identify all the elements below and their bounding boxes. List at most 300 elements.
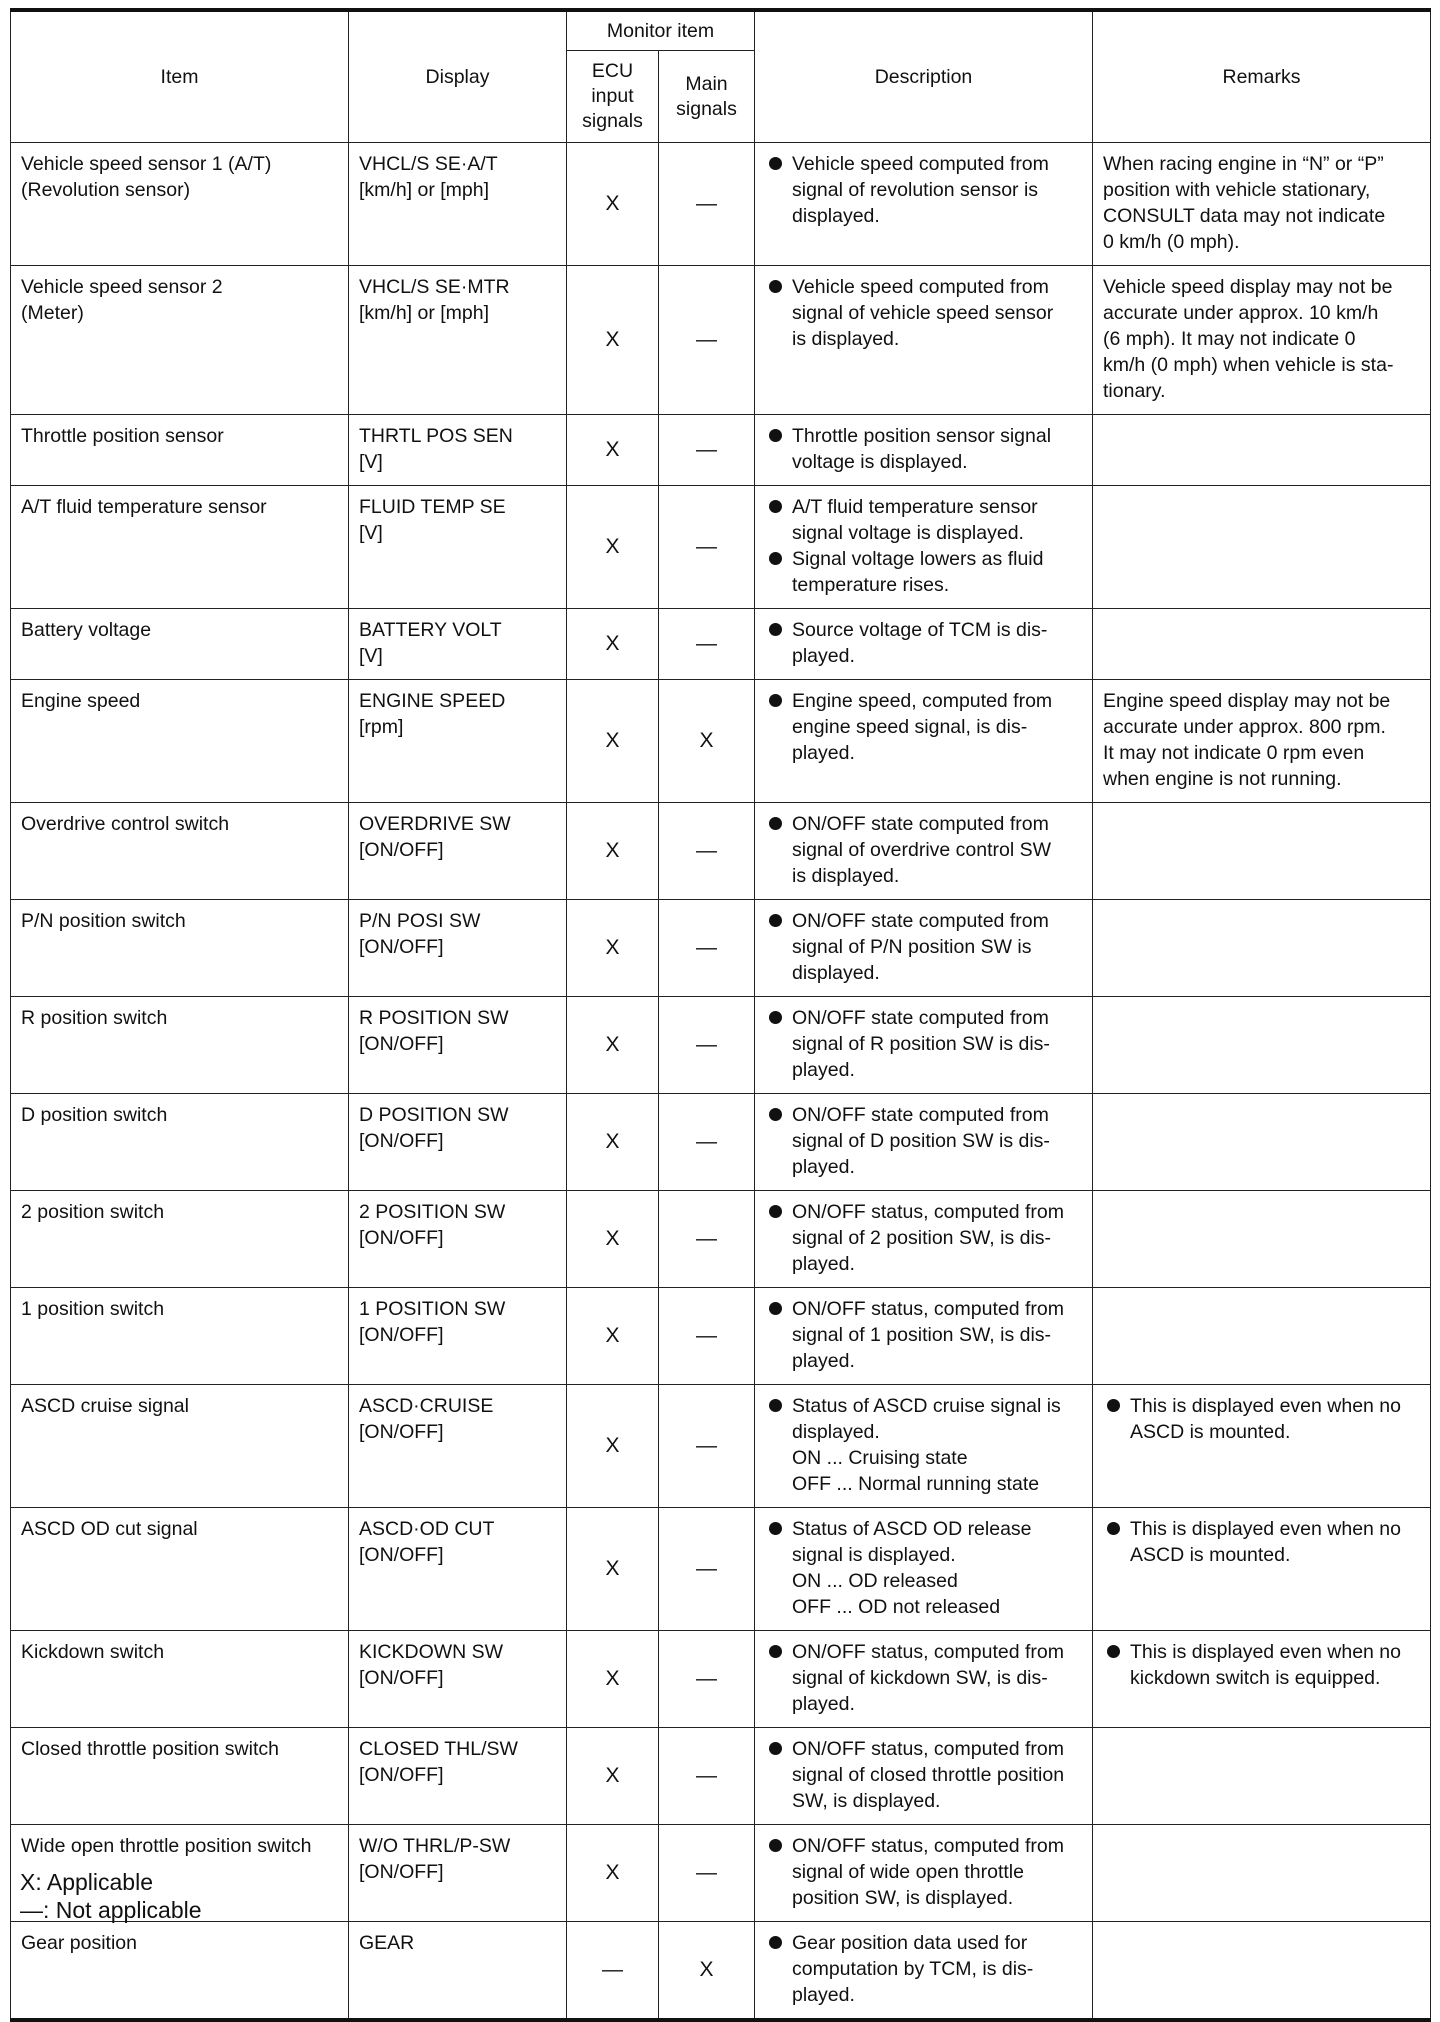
item-line: Overdrive control switch [21, 813, 230, 835]
display-line: ASCD·CRUISE [359, 1395, 494, 1417]
ecu-input-mark: X [567, 266, 659, 415]
item-line: (Meter) [21, 302, 84, 324]
description-bullet [765, 494, 1084, 546]
ecu-input-mark: X [567, 1191, 659, 1288]
remarks-line: CONSULT data may not indicate [1103, 205, 1386, 227]
header-ecu-line: signals [582, 110, 643, 132]
description-bullets [765, 423, 1084, 475]
description-cell [755, 997, 1093, 1094]
display-line: ASCD·OD CUT [359, 1518, 495, 1540]
description-line: signal of 2 position SW, is dis- [792, 1227, 1052, 1249]
main-signal-mark: — [659, 1825, 755, 1922]
table-body [11, 143, 1431, 2021]
description-line: ON/OFF status, computed from [792, 1298, 1064, 1320]
item-cell [11, 1094, 349, 1191]
description-line: ON/OFF state computed from [792, 1007, 1049, 1029]
description-bullets [765, 1736, 1084, 1814]
main-signal-mark: — [659, 900, 755, 997]
display-line: P/N POSI SW [359, 910, 481, 932]
item-cell [11, 1288, 349, 1385]
header-ecu-line: ECU [591, 60, 634, 82]
display-line: OVERDRIVE SW [359, 813, 511, 835]
main-signal-mark: X [659, 1922, 755, 2021]
description-line: ON ... OD released [792, 1570, 958, 1592]
header-ecu-input-signals [567, 51, 659, 143]
item-line: A/T fluid temperature sensor [21, 496, 267, 518]
main-signal-mark: — [659, 803, 755, 900]
display-line: [ON/OFF] [359, 1764, 444, 1786]
description-bullets [765, 1930, 1084, 2008]
display-line: [rpm] [359, 716, 404, 738]
description-cell [755, 680, 1093, 803]
item-cell [11, 1631, 349, 1728]
display-cell [349, 1922, 567, 2021]
header-main-line: Main [685, 72, 728, 95]
description-bullet [765, 546, 1084, 598]
description-cell [755, 1508, 1093, 1631]
display-line: [ON/OFF] [359, 839, 444, 861]
table-row [11, 1825, 1431, 1922]
item-line: Engine speed [21, 690, 141, 712]
description-line: signal of closed throttle position [792, 1764, 1065, 1786]
table-row [11, 997, 1431, 1094]
remarks-line: Engine speed display may not be [1103, 690, 1391, 712]
ecu-input-mark: X [567, 1728, 659, 1825]
ecu-input-mark: X [567, 680, 659, 803]
description-line: Status of ASCD OD release [792, 1518, 1032, 1540]
description-line: displayed. [792, 205, 880, 227]
item-cell [11, 1385, 349, 1508]
table-row [11, 1385, 1431, 1508]
description-line: ON/OFF state computed from [792, 910, 1049, 932]
display-line: D POSITION SW [359, 1104, 509, 1126]
main-signal-mark: — [659, 1631, 755, 1728]
description-line: is displayed. [792, 328, 900, 350]
ecu-input-mark: X [567, 1288, 659, 1385]
remarks-line: ASCD is mounted. [1130, 1544, 1291, 1566]
display-line: [V] [359, 451, 383, 473]
main-signal-mark: — [659, 415, 755, 486]
item-line: Wide open throttle position switch [21, 1835, 312, 1857]
main-signal-mark: — [659, 266, 755, 415]
item-line: (Revolution sensor) [21, 179, 191, 201]
description-line: voltage is displayed. [792, 451, 968, 473]
display-line: [ON/OFF] [359, 1130, 444, 1152]
description-cell [755, 266, 1093, 415]
remarks-line: ASCD is mounted. [1130, 1421, 1291, 1443]
main-signal-mark: X [659, 680, 755, 803]
description-cell [755, 803, 1093, 900]
display-line: GEAR [359, 1932, 415, 1954]
remarks-line: position with vehicle stationary, [1103, 179, 1371, 201]
item-line: ASCD cruise signal [21, 1395, 189, 1417]
item-line: Kickdown switch [21, 1641, 165, 1663]
description-line: OFF ... Normal running state [792, 1473, 1040, 1495]
description-cell [755, 1191, 1093, 1288]
table-row [11, 415, 1431, 486]
description-line: ON ... Cruising state [792, 1447, 968, 1469]
table-row [11, 1191, 1431, 1288]
remarks-line: This is displayed even when no [1130, 1518, 1401, 1540]
display-line: W/O THRL/P-SW [359, 1835, 511, 1857]
description-line: SW, is displayed. [792, 1790, 941, 1812]
display-cell [349, 1288, 567, 1385]
remarks-line: kickdown switch is equipped. [1130, 1667, 1381, 1689]
description-line: played. [792, 645, 855, 667]
display-cell [349, 609, 567, 680]
remarks-cell [1093, 1385, 1431, 1508]
description-bullet [765, 1296, 1084, 1374]
description-bullet [765, 1516, 1084, 1620]
table-row [11, 900, 1431, 997]
table-row [11, 1508, 1431, 1631]
remarks-cell [1093, 609, 1431, 680]
description-line: played. [792, 1156, 855, 1178]
description-cell [755, 900, 1093, 997]
display-line: FLUID TEMP SE [359, 496, 506, 518]
description-cell [755, 1728, 1093, 1825]
description-line: signal voltage is displayed. [792, 522, 1024, 544]
display-line: CLOSED THL/SW [359, 1738, 518, 1760]
description-line: signal of overdrive control SW [792, 839, 1052, 861]
remarks-cell [1093, 143, 1431, 266]
description-line: Engine speed, computed from [792, 690, 1053, 712]
display-line: [ON/OFF] [359, 1861, 444, 1883]
table-row [11, 1094, 1431, 1191]
item-line: Closed throttle position switch [21, 1738, 279, 1760]
description-line: A/T fluid temperature sensor [792, 496, 1038, 518]
description-bullet [765, 1736, 1084, 1814]
item-line: D position switch [21, 1104, 168, 1126]
description-line: Vehicle speed computed from [792, 276, 1049, 298]
remarks-bullet [1103, 1393, 1422, 1445]
remarks-line: It may not indicate 0 rpm even [1103, 742, 1365, 764]
ecu-input-mark: — [567, 1922, 659, 2021]
main-signal-mark: — [659, 486, 755, 609]
display-cell [349, 1728, 567, 1825]
display-cell [349, 1825, 567, 1922]
item-line: R position switch [21, 1007, 168, 1029]
display-line: [V] [359, 522, 383, 544]
header-monitor-item: Monitor item [567, 10, 755, 51]
item-line: Vehicle speed sensor 2 [21, 276, 223, 298]
description-bullet [765, 1005, 1084, 1083]
remarks-cell [1093, 1094, 1431, 1191]
monitor-item-table [10, 8, 1431, 2022]
ecu-input-mark: X [567, 609, 659, 680]
description-bullets [765, 617, 1084, 669]
remarks-bullets [1103, 1393, 1422, 1445]
description-bullets [765, 494, 1084, 598]
display-line: [ON/OFF] [359, 936, 444, 958]
description-cell [755, 1288, 1093, 1385]
description-bullets [765, 1296, 1084, 1374]
legend-not-applicable: —: Not applicable [20, 1897, 202, 1923]
ecu-input-mark: X [567, 143, 659, 266]
description-bullets [765, 1005, 1084, 1083]
description-line: Source voltage of TCM is dis- [792, 619, 1048, 641]
item-cell [11, 803, 349, 900]
description-line: ON/OFF status, computed from [792, 1641, 1064, 1663]
ecu-input-mark: X [567, 1094, 659, 1191]
item-line: Throttle position sensor [21, 425, 224, 447]
description-bullets [765, 1199, 1084, 1277]
display-line: [ON/OFF] [359, 1667, 444, 1689]
description-line: engine speed signal, is dis- [792, 716, 1028, 738]
description-bullets [765, 908, 1084, 986]
display-cell [349, 1508, 567, 1631]
item-line: Battery voltage [21, 619, 152, 641]
ecu-input-mark: X [567, 803, 659, 900]
ecu-input-mark: X [567, 900, 659, 997]
display-cell [349, 1191, 567, 1288]
description-line: played. [792, 1984, 855, 2006]
remarks-line: accurate under approx. 10 km/h [1103, 302, 1379, 324]
description-line: Throttle position sensor signal [792, 425, 1052, 447]
remarks-line: tionary. [1103, 380, 1166, 402]
item-line: Vehicle speed sensor 1 (A/T) [21, 153, 272, 175]
description-bullet [765, 1930, 1084, 2008]
remarks-cell [1093, 803, 1431, 900]
description-cell [755, 609, 1093, 680]
table-row [11, 1922, 1431, 2021]
display-line: [km/h] or [mph] [359, 179, 490, 201]
item-line: Gear position [21, 1932, 137, 1954]
display-cell [349, 1385, 567, 1508]
remarks-line: when engine is not running. [1103, 768, 1342, 790]
description-cell [755, 1922, 1093, 2021]
main-signal-mark: — [659, 1385, 755, 1508]
description-line: ON/OFF status, computed from [792, 1738, 1064, 1760]
item-cell [11, 1922, 349, 2021]
display-cell [349, 415, 567, 486]
legend [20, 1868, 202, 1924]
ecu-input-mark: X [567, 1825, 659, 1922]
table-row [11, 143, 1431, 266]
item-cell [11, 997, 349, 1094]
description-line: signal of D position SW is dis- [792, 1130, 1050, 1152]
display-line: [ON/OFF] [359, 1227, 444, 1249]
description-line: signal of P/N position SW is [792, 936, 1032, 958]
item-cell [11, 1191, 349, 1288]
display-cell [349, 1094, 567, 1191]
description-line: signal of 1 position SW, is dis- [792, 1324, 1052, 1346]
remarks-line: (6 mph). It may not indicate 0 [1103, 328, 1356, 350]
remarks-cell [1093, 266, 1431, 415]
ecu-input-mark: X [567, 486, 659, 609]
table-row [11, 680, 1431, 803]
table-row [11, 1288, 1431, 1385]
description-bullet [765, 1639, 1084, 1717]
description-line: Status of ASCD cruise signal is [792, 1395, 1061, 1417]
ecu-input-mark: X [567, 1631, 659, 1728]
table-row [11, 266, 1431, 415]
description-line: played. [792, 1253, 855, 1275]
display-cell [349, 997, 567, 1094]
item-cell [11, 609, 349, 680]
header-ecu-line: input [591, 85, 634, 107]
item-cell [11, 415, 349, 486]
description-line: signal of vehicle speed sensor [792, 302, 1054, 324]
description-bullets [765, 1639, 1084, 1717]
main-signal-mark: — [659, 1728, 755, 1825]
display-line: [km/h] or [mph] [359, 302, 490, 324]
description-line: position SW, is displayed. [792, 1887, 1014, 1909]
description-bullets [765, 274, 1084, 352]
item-cell [11, 266, 349, 415]
header-description: Description [755, 10, 1093, 143]
remarks-cell [1093, 1508, 1431, 1631]
remarks-line: 0 km/h (0 mph). [1103, 231, 1240, 253]
description-line: displayed. [792, 1421, 880, 1443]
description-cell [755, 1825, 1093, 1922]
description-bullet [765, 688, 1084, 766]
description-line: Vehicle speed computed from [792, 153, 1049, 175]
ecu-input-mark: X [567, 1385, 659, 1508]
table-header [11, 10, 1431, 143]
display-line: BATTERY VOLT [359, 619, 502, 641]
description-cell [755, 143, 1093, 266]
display-line: R POSITION SW [359, 1007, 509, 1029]
description-bullets [765, 1393, 1084, 1497]
main-signal-mark: — [659, 1288, 755, 1385]
display-cell [349, 803, 567, 900]
description-line: displayed. [792, 962, 880, 984]
remarks-line: accurate under approx. 800 rpm. [1103, 716, 1386, 738]
description-line: played. [792, 1693, 855, 1715]
table-row [11, 486, 1431, 609]
remarks-cell [1093, 1728, 1431, 1825]
remarks-cell [1093, 997, 1431, 1094]
description-line: is displayed. [792, 865, 900, 887]
remarks-bullet [1103, 1639, 1422, 1691]
description-cell [755, 415, 1093, 486]
remarks-cell [1093, 1631, 1431, 1728]
header-main-line: signals [676, 97, 737, 120]
description-line: played. [792, 1350, 855, 1372]
description-line: computation by TCM, is dis- [792, 1958, 1034, 1980]
display-line: THRTL POS SEN [359, 425, 513, 447]
legend-applicable: X: Applicable [20, 1869, 153, 1895]
display-line: [V] [359, 645, 383, 667]
main-signal-mark: — [659, 997, 755, 1094]
remarks-line: km/h (0 mph) when vehicle is sta- [1103, 354, 1394, 376]
description-bullets [765, 688, 1084, 766]
display-line: [ON/OFF] [359, 1544, 444, 1566]
description-line: ON/OFF status, computed from [792, 1201, 1064, 1223]
table-row [11, 1631, 1431, 1728]
display-line: ENGINE SPEED [359, 690, 506, 712]
description-bullet [765, 1833, 1084, 1911]
description-bullet [765, 1199, 1084, 1277]
display-cell [349, 680, 567, 803]
description-bullets [765, 1833, 1084, 1911]
remarks-cell [1093, 486, 1431, 609]
remarks-line: Vehicle speed display may not be [1103, 276, 1393, 298]
remarks-cell [1093, 680, 1431, 803]
description-cell [755, 486, 1093, 609]
item-line: ASCD OD cut signal [21, 1518, 198, 1540]
description-line: Gear position data used for [792, 1932, 1028, 1954]
description-line: Signal voltage lowers as fluid [792, 548, 1044, 570]
display-line: VHCL/S SE·A/T [359, 153, 498, 175]
header-main-signals [659, 51, 755, 143]
description-line: played. [792, 1059, 855, 1081]
description-line: ON/OFF state computed from [792, 813, 1049, 835]
main-signal-mark: — [659, 1508, 755, 1631]
remarks-line: This is displayed even when no [1130, 1395, 1401, 1417]
description-bullets [765, 1102, 1084, 1180]
remarks-line: This is displayed even when no [1130, 1641, 1401, 1663]
display-line: [ON/OFF] [359, 1324, 444, 1346]
description-line: signal is displayed. [792, 1544, 956, 1566]
description-cell [755, 1094, 1093, 1191]
remarks-line: When racing engine in “N” or “P” [1103, 153, 1384, 175]
remarks-bullets [1103, 1639, 1422, 1691]
display-line: KICKDOWN SW [359, 1641, 504, 1663]
ecu-input-mark: X [567, 1508, 659, 1631]
description-bullets [765, 151, 1084, 229]
description-bullet [765, 274, 1084, 352]
description-line: signal of wide open throttle [792, 1861, 1024, 1883]
display-line: 2 POSITION SW [359, 1201, 506, 1223]
description-bullet [765, 1102, 1084, 1180]
remarks-cell [1093, 415, 1431, 486]
description-bullets [765, 1516, 1084, 1620]
description-bullet [765, 1393, 1084, 1497]
description-line: ON/OFF state computed from [792, 1104, 1049, 1126]
remarks-cell [1093, 1288, 1431, 1385]
main-signal-mark: — [659, 143, 755, 266]
table-row [11, 803, 1431, 900]
main-signal-mark: — [659, 1191, 755, 1288]
main-signal-mark: — [659, 1094, 755, 1191]
table-row [11, 1728, 1431, 1825]
main-signal-mark: — [659, 609, 755, 680]
display-line: [ON/OFF] [359, 1033, 444, 1055]
description-bullet [765, 423, 1084, 475]
description-line: signal of R position SW is dis- [792, 1033, 1050, 1055]
description-line: ON/OFF status, computed from [792, 1835, 1064, 1857]
item-line: 1 position switch [21, 1298, 165, 1320]
header-display: Display [349, 10, 567, 143]
display-line: [ON/OFF] [359, 1421, 444, 1443]
remarks-cell [1093, 1922, 1431, 2021]
item-cell [11, 900, 349, 997]
remarks-cell [1093, 1191, 1431, 1288]
description-bullet [765, 908, 1084, 986]
display-line: VHCL/S SE·MTR [359, 276, 510, 298]
display-cell [349, 1631, 567, 1728]
description-bullets [765, 811, 1084, 889]
description-bullet [765, 151, 1084, 229]
ecu-input-mark: X [567, 997, 659, 1094]
description-line: OFF ... OD not released [792, 1596, 1001, 1618]
table-row [11, 609, 1431, 680]
description-bullet [765, 617, 1084, 669]
item-line: 2 position switch [21, 1201, 165, 1223]
description-cell [755, 1631, 1093, 1728]
item-cell [11, 1728, 349, 1825]
remarks-cell [1093, 900, 1431, 997]
item-cell [11, 1508, 349, 1631]
description-line: played. [792, 742, 855, 764]
header-item: Item [11, 10, 349, 143]
remarks-bullets [1103, 1516, 1422, 1568]
description-bullet [765, 811, 1084, 889]
item-cell [11, 143, 349, 266]
display-cell [349, 486, 567, 609]
